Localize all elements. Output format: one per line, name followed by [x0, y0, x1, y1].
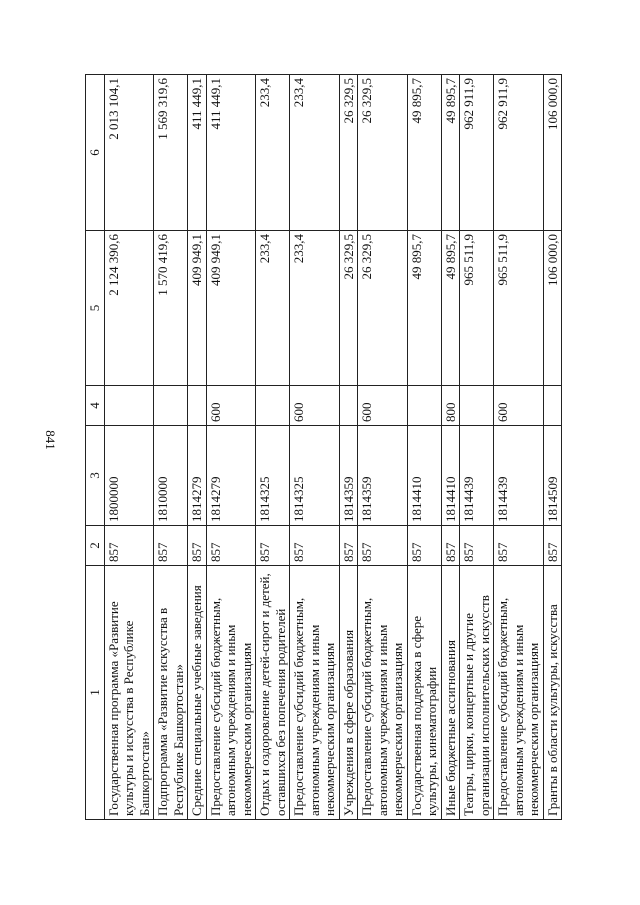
table-row	[104, 75, 154, 820]
row-amount-year1-cell: 26 329,5	[339, 231, 358, 386]
table-row	[154, 75, 188, 820]
row-name-cell: Учреждения в сфере образования	[339, 566, 358, 820]
row-expense-type-cell: 600	[494, 386, 544, 426]
table-row	[358, 75, 408, 820]
row-amount-year2-cell: 411 449,1	[206, 75, 256, 231]
row-target-code-cell: 1814439	[460, 426, 494, 526]
row-amount-year2-cell: 106 000,0	[543, 75, 562, 231]
row-amount-year1-cell: 2 124 390,6	[104, 231, 154, 386]
table-row	[256, 75, 290, 820]
row-amount-year1-cell: 26 329,5	[358, 231, 408, 386]
row-target-code-cell: 1814359	[358, 426, 408, 526]
table-row	[206, 75, 256, 820]
row-ministry-code-cell: 857	[407, 526, 441, 566]
row-expense-type-cell	[154, 386, 188, 426]
row-amount-year1-cell: 409 949,1	[206, 231, 256, 386]
row-ministry-code-cell: 857	[358, 526, 408, 566]
row-amount-year1-cell: 965 511,9	[494, 231, 544, 386]
row-target-code-cell: 1814325	[256, 426, 290, 526]
row-name-cell: Иные бюджетные ассигнования	[441, 566, 460, 820]
row-amount-year2-cell: 962 911,9	[494, 75, 544, 231]
row-target-code-cell: 1810000	[154, 426, 188, 526]
row-amount-year2-cell: 962 911,9	[460, 75, 494, 231]
row-amount-year2-cell: 49 895,7	[441, 75, 460, 231]
row-amount-year2-cell: 1 569 319,6	[154, 75, 188, 231]
row-amount-year1-cell: 233,4	[290, 231, 340, 386]
row-ministry-code-cell: 857	[290, 526, 340, 566]
row-target-code-cell: 1814410	[441, 426, 460, 526]
row-target-code-cell: 1800000	[104, 426, 154, 526]
row-name-cell: Предоставление субсидий бюджетным, автономным учреждениям и иным некоммерческим организациям	[494, 566, 544, 820]
row-expense-type-cell	[104, 386, 154, 426]
header-col-1: 1	[86, 566, 105, 820]
row-amount-year1-cell: 49 895,7	[441, 231, 460, 386]
row-amount-year2-cell: 2 013 104,1	[104, 75, 154, 231]
row-name-cell: Средние специальные учебные заведения	[188, 566, 207, 820]
row-name-cell: Предоставление субсидий бюджетным, автономным учреждениям и иным некоммерческим организациям	[358, 566, 408, 820]
table-row	[339, 75, 358, 820]
row-ministry-code-cell: 857	[256, 526, 290, 566]
table-body	[104, 75, 562, 820]
table-row	[494, 75, 544, 820]
row-ministry-code-cell: 857	[206, 526, 256, 566]
row-amount-year2-cell: 233,4	[290, 75, 340, 231]
row-ministry-code-cell: 857	[441, 526, 460, 566]
row-ministry-code-cell: 857	[494, 526, 544, 566]
row-expense-type-cell	[256, 386, 290, 426]
table-row	[188, 75, 207, 820]
row-name-cell: Гранты в области культуры, искусства	[543, 566, 562, 820]
row-expense-type-cell: 600	[358, 386, 408, 426]
row-amount-year2-cell: 26 329,5	[339, 75, 358, 231]
row-target-code-cell: 1814279	[188, 426, 207, 526]
row-name-cell: Театры, цирки, концертные и другие организации исполнительских искусств	[460, 566, 494, 820]
row-expense-type-cell: 600	[206, 386, 256, 426]
row-ministry-code-cell: 857	[104, 526, 154, 566]
row-ministry-code-cell: 857	[460, 526, 494, 566]
row-amount-year1-cell: 965 511,9	[460, 231, 494, 386]
row-expense-type-cell: 600	[290, 386, 340, 426]
table-row	[543, 75, 562, 820]
header-col-4: 4	[86, 386, 105, 426]
row-amount-year1-cell: 233,4	[256, 231, 290, 386]
row-amount-year1-cell: 49 895,7	[407, 231, 441, 386]
row-amount-year1-cell: 106 000,0	[543, 231, 562, 386]
row-name-cell: Государственная поддержка в сфере культуры, кинематографии	[407, 566, 441, 820]
row-name-cell: Государственная программа «Развитие культуры и искусства в Республике Башкортостан»	[104, 566, 154, 820]
row-ministry-code-cell: 857	[339, 526, 358, 566]
page-number: 841	[43, 430, 58, 450]
row-expense-type-cell: 800	[441, 386, 460, 426]
row-amount-year2-cell: 26 329,5	[358, 75, 408, 231]
row-expense-type-cell	[543, 386, 562, 426]
row-target-code-cell: 1814439	[494, 426, 544, 526]
row-expense-type-cell	[339, 386, 358, 426]
row-expense-type-cell	[188, 386, 207, 426]
table-row	[441, 75, 460, 820]
row-name-cell: Предоставление субсидий бюджетным, автономным учреждениям и иным некоммерческим организациям	[290, 566, 340, 820]
row-expense-type-cell	[407, 386, 441, 426]
row-target-code-cell: 1814279	[206, 426, 256, 526]
row-ministry-code-cell: 857	[154, 526, 188, 566]
header-col-5: 5	[86, 231, 105, 386]
row-expense-type-cell	[460, 386, 494, 426]
row-target-code-cell: 1814359	[339, 426, 358, 526]
table-row	[407, 75, 441, 820]
header-col-2: 2	[86, 526, 105, 566]
table-row	[460, 75, 494, 820]
row-name-cell: Подпрограмма «Развитие искусства в Республике Башкортостан»	[154, 566, 188, 820]
budget-table	[85, 74, 562, 820]
row-name-cell: Предоставление субсидий бюджетным, автономным учреждениям и иным некоммерческим организациям	[206, 566, 256, 820]
row-target-code-cell: 1814509	[543, 426, 562, 526]
row-amount-year1-cell: 409 949,1	[188, 231, 207, 386]
row-name-cell: Отдых и оздоровление детей-сирот и детей, оставшихся без попечения родителей	[256, 566, 290, 820]
table-row	[290, 75, 340, 820]
row-amount-year2-cell: 233,4	[256, 75, 290, 231]
row-amount-year2-cell: 411 449,1	[188, 75, 207, 231]
row-amount-year2-cell: 49 895,7	[407, 75, 441, 231]
row-amount-year1-cell: 1 570 419,6	[154, 231, 188, 386]
rotated-table-container	[85, 75, 565, 820]
header-col-6: 6	[86, 75, 105, 231]
header-row	[86, 75, 105, 820]
header-col-3: 3	[86, 426, 105, 526]
row-ministry-code-cell: 857	[543, 526, 562, 566]
row-ministry-code-cell: 857	[188, 526, 207, 566]
row-target-code-cell: 1814325	[290, 426, 340, 526]
row-target-code-cell: 1814410	[407, 426, 441, 526]
